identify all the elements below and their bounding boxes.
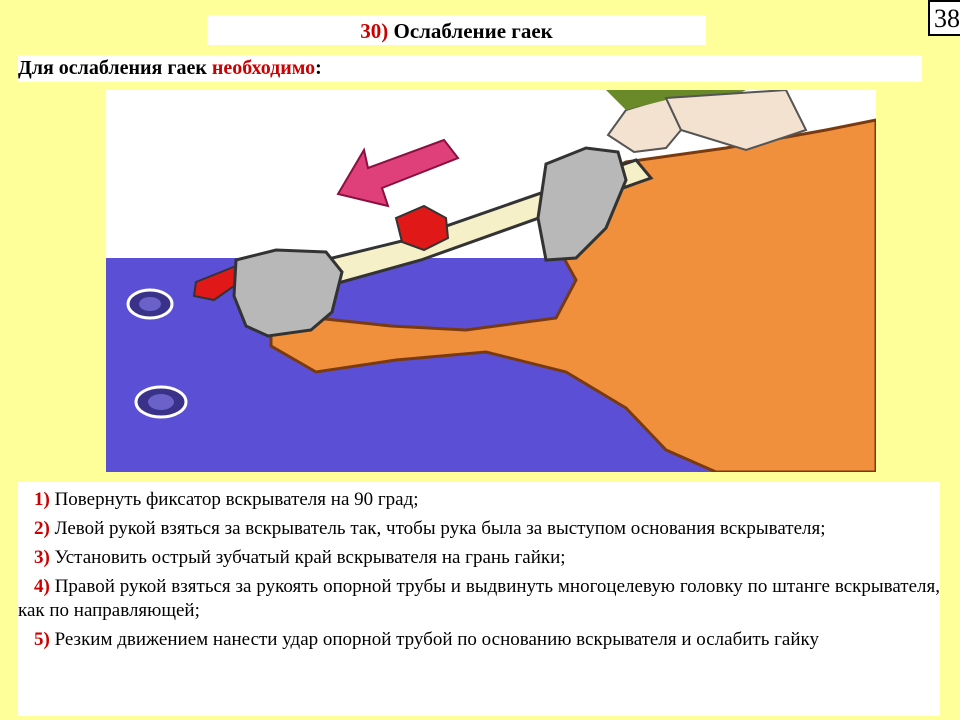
illustration-drawing xyxy=(106,90,876,472)
bolt-upper xyxy=(128,290,172,318)
subtitle-colon: : xyxy=(315,57,322,79)
title-text: Ослабление гаек xyxy=(388,19,553,43)
step-2 xyxy=(18,517,940,541)
step-number: 5) xyxy=(34,629,50,650)
step-3 xyxy=(18,546,940,570)
step-4 xyxy=(18,575,940,623)
step-text: Левой рукой взяться за вскрыватель так, чтобы рука была за выступом основания вскрывателя; xyxy=(49,518,826,539)
slide-title xyxy=(207,15,706,45)
page-number: 38 xyxy=(928,0,960,36)
step-text: Установить острый зубчатый край вскрывателя на грань гайки; xyxy=(49,547,566,568)
step-text: Повернуть фиксатор вскрывателя на 90 град; xyxy=(49,489,419,510)
bolt-lower xyxy=(136,387,186,417)
step-text: Правой рукой взяться за рукоять опорной трубы и выдвинуть многоцелевую головку по штанге вскрывателя, как по направляющей; xyxy=(18,576,940,621)
subtitle-emphasis: необходимо xyxy=(211,57,316,79)
step-5 xyxy=(18,628,940,652)
illustration xyxy=(106,90,876,472)
step-number: 3) xyxy=(34,547,50,568)
step-number: 2) xyxy=(34,518,50,539)
step-1 xyxy=(18,488,940,512)
steps-list xyxy=(18,482,940,716)
step-text: Резким движением нанести удар опорной трубой по основанию вскрывателя и ослабить гайку xyxy=(49,629,819,650)
subtitle-lead: Для ослабления гаек xyxy=(18,57,212,79)
step-number: 1) xyxy=(34,489,50,510)
step-number: 4) xyxy=(34,576,50,597)
direction-arrow xyxy=(338,140,458,206)
subtitle xyxy=(18,55,922,82)
title-number: 30) xyxy=(360,19,389,43)
